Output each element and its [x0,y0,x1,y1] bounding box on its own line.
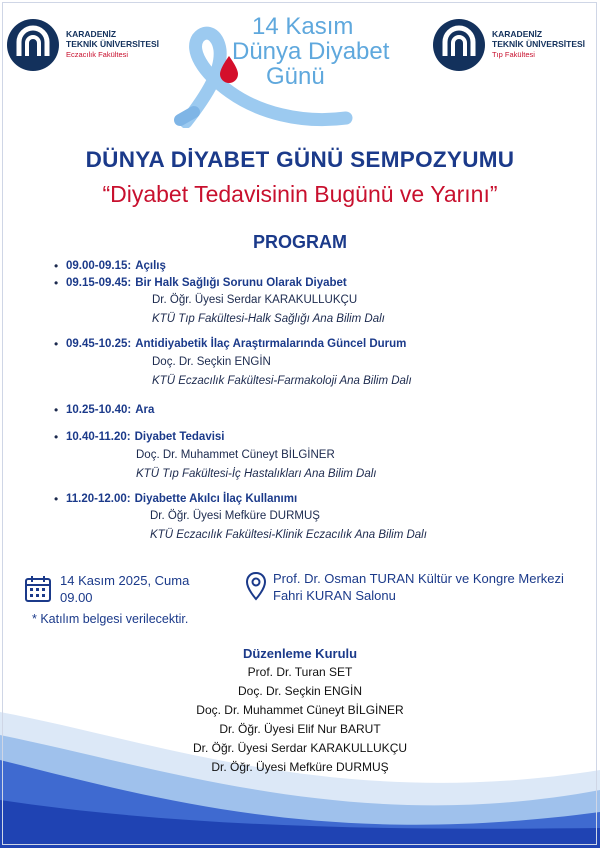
program-item [54,429,574,484]
program-topic: Diyabette Akılcı İlaç Kullanımı [134,492,298,505]
program-department: KTÜ Eczacılık Fakültesi-Farmakoloji Ana Bilim Dalı [152,374,412,387]
program-time: 11.20-12.00: [66,492,131,505]
page-title: DÜNYA DİYABET GÜNÜ SEMPOZYUMU [85,147,515,172]
logo-left-line1: KARADENİZ [66,29,117,40]
program-speaker: Dr. Öğr. Üyesi Mefküre DURMUŞ [150,510,320,522]
program-speaker: Doç. Dr. Muhammet Cüneyt BİLGİNER [136,448,335,461]
location-info [273,570,564,604]
event-badge-line1: 14 Kasım [252,13,354,40]
program-item [54,258,574,275]
program-department: KTÜ Tıp Fakültesi-İç Hastalıkları Ana Bilim Dalı [136,467,377,480]
program-topic: Ara [135,403,155,416]
committee-member: Dr. Öğr. Üyesi Mefküre DURMUŞ [211,760,389,774]
committee-member: Doç. Dr. Muhammet Cüneyt BİLGİNER [196,703,404,717]
logo-right-line2: TEKNİK ÜNİVERSİTESİ [492,39,586,50]
calendar-icon [24,574,52,604]
committee-heading: Düzenleme Kurulu [242,646,358,661]
bullet-icon: • [54,430,59,444]
program-item [54,336,574,391]
committee-member: Dr. Öğr. Üyesi Elif Nur BARUT [219,722,381,736]
program-list [54,258,574,545]
program-topic: Bir Halk Sağlığı Sorunu Olarak Diyabet [135,276,347,289]
program-department: KTÜ Tıp Fakültesi-Halk Sağlığı Ana Bilim Dalı [152,313,385,325]
event-badge-line3: Günü [266,63,325,90]
map-pin-icon [245,571,267,601]
logo-left [6,18,159,72]
time-line: 09.00 [60,590,93,605]
program-heading: PROGRAM [253,232,347,252]
bullet-icon: • [54,491,59,506]
bullet-icon: • [54,275,59,290]
program-topic: Antidiyabetik İlaç Araştırmalarında Güncel Durum [135,338,407,350]
location-line2: Fahri KURAN Salonu [273,588,396,603]
committee-member: Prof. Dr. Turan SET [247,665,353,679]
committee-member: Dr. Öğr. Üyesi Serdar KARAKULLUKÇU [192,741,408,755]
program-time: 09.45-10.25: [66,338,132,350]
date-line: 14 Kasım 2025, Cuma [60,573,190,588]
certificate-note: * Katılım belgesi verilecektir. [32,612,189,626]
program-time: 10.40-11.20: [66,431,131,443]
organizing-committee [0,646,600,777]
program-time: 09.00-09.15: [66,260,132,272]
program-item [54,491,574,546]
logo-right-line1: KARADENİZ [492,29,543,40]
program-item [54,402,574,419]
program-time: 09.15-09.45: [66,276,132,289]
logo-left-line2: TEKNİK ÜNİVERSİTESİ [66,39,160,50]
location-line1: Prof. Dr. Osman TURAN Kültür ve Kongre Merkezi [273,571,564,586]
logo-right-line3: Tıp Fakültesi [492,49,535,59]
logo-left-line3: Eczacılık Fakültesi [66,49,129,59]
event-badge-text [232,14,389,89]
program-speaker: Doç. Dr. Seçkin ENGİN [152,355,271,368]
ktu-logo-icon [6,18,60,72]
event-badge-line2: Dünya Diyabet [232,38,390,65]
logo-right [432,18,585,72]
date-info [60,572,189,606]
program-speaker: Dr. Öğr. Üyesi Serdar KARAKULLUKÇU [152,294,358,306]
page-subtitle: “Diyabet Tedavisinin Bugünü ve Yarını” [102,181,498,207]
program-topic: Diyabet Tedavisi [134,431,225,443]
program-time: 10.25-10.40: [66,403,132,416]
program-item [54,275,574,330]
program-department: KTÜ Eczacılık Fakültesi-Klinik Eczacılık Ana Bilim Dalı [150,529,427,541]
committee-member: Doç. Dr. Seçkin ENGİN [237,684,363,698]
program-topic: Açılış [135,260,166,272]
bullet-icon: • [54,402,59,417]
bullet-icon: • [54,337,59,351]
bullet-icon: • [54,259,59,273]
